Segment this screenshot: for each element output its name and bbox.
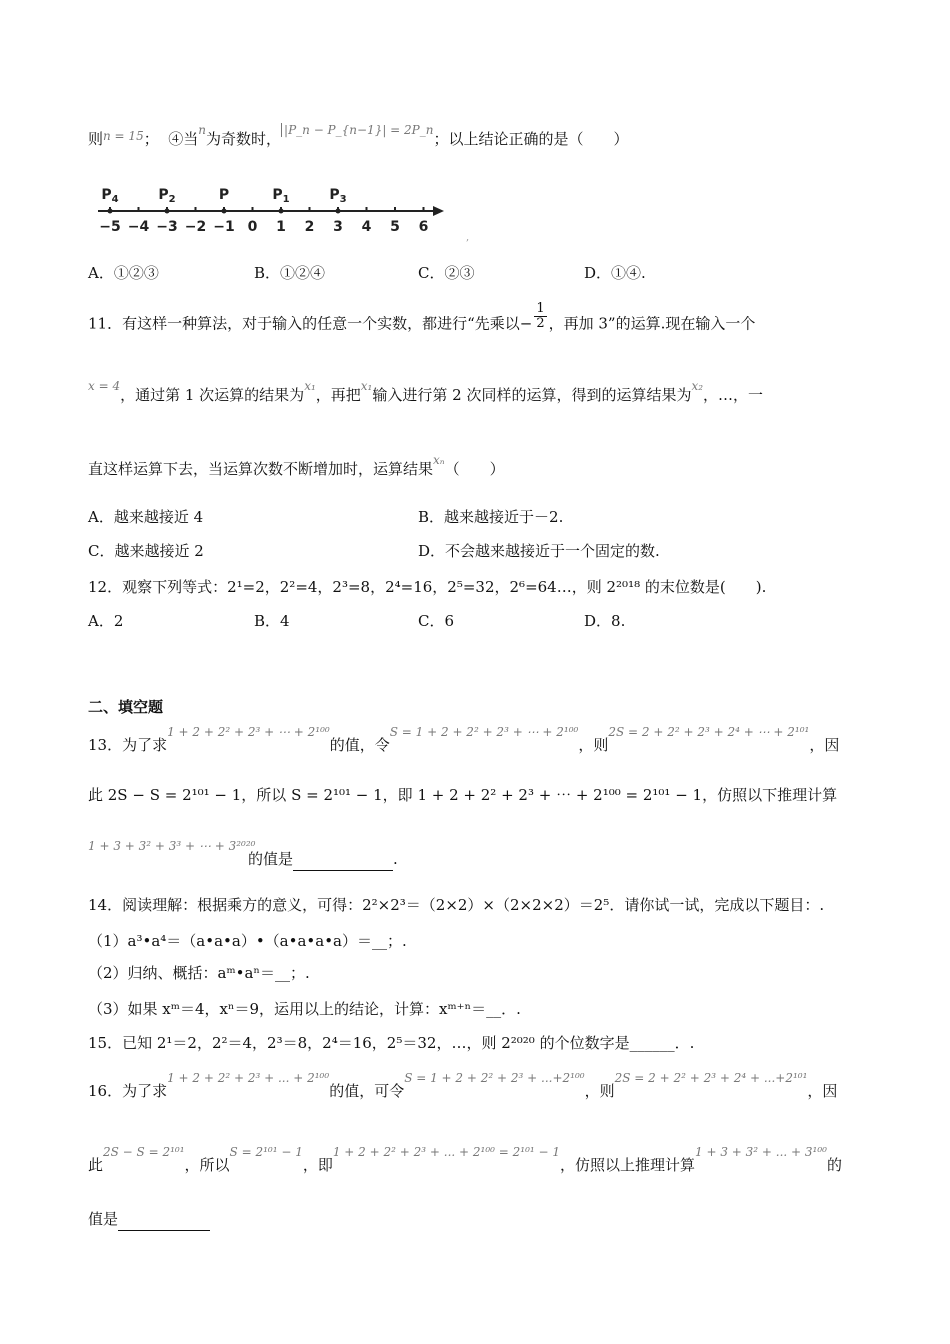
q14-intro: 14．阅读理解：根据乘方的意义，可得：2²×2³＝（2×2）×（2×2×2）＝2⁵．请你试一试，完成以下题目：. xyxy=(88,896,825,914)
number-line-tick-label: −2 xyxy=(184,219,207,235)
q11-text-a: 11．有这样一种算法，对于输入的任意一个实数，都进行“先乘以 xyxy=(88,314,520,333)
q13-text-b: 的值，令 xyxy=(329,736,390,754)
q11-text-3a: 直这样运算下去，当运算次数不断增加时，运算结果 xyxy=(88,460,434,478)
q13-answer-line xyxy=(248,848,860,871)
number-line-point xyxy=(279,209,284,214)
q13-expr1: 1 + 2 + 2² + 2³ + ⋯ + 2¹⁰⁰ xyxy=(167,725,330,739)
q10-sep: ； xyxy=(143,130,159,148)
number-line-point xyxy=(222,209,227,214)
q10-option-c[interactable]: C．②③ xyxy=(418,264,475,282)
q10-prefix: 则 xyxy=(88,130,104,148)
q16-expr3: 2S = 2 + 2² + 2³ + 2⁴ + ...+2¹⁰¹ xyxy=(614,1071,808,1085)
q16-e1: 2S − S = 2¹⁰¹ xyxy=(103,1145,185,1159)
q11-neg: − xyxy=(519,314,533,333)
q10-var-n: n xyxy=(198,123,207,137)
q16-answer-blank[interactable] xyxy=(118,1208,210,1231)
section-title-fill-in: 二、填空题 xyxy=(88,698,164,716)
number-line xyxy=(88,185,468,245)
q11-text-2c: 输入进行第 2 次同样的运算，得到的运算结果为 xyxy=(372,386,692,404)
number-line-tick-label: −5 xyxy=(99,219,121,235)
q16-tail: 值是 xyxy=(88,1210,119,1228)
q11-option-c[interactable]: C．越来越接近 2 xyxy=(88,542,204,560)
q12-option-b[interactable]: B．4 xyxy=(254,612,290,630)
number-line-tick-label: 2 xyxy=(304,219,315,235)
q16-text-2d: ，仿照以上推理计算 xyxy=(560,1156,696,1174)
number-line-tick-label: 3 xyxy=(333,219,343,235)
q11-text-b: ，再加 3”的运算.现在输入一个 xyxy=(548,314,756,333)
q11-text-2b: ，再把 xyxy=(315,386,361,404)
stray-mark: , xyxy=(466,232,470,243)
q13-end: . xyxy=(393,850,398,868)
q16-text-2b: ，所以 xyxy=(184,1156,230,1174)
q14-part1: （1）a³•a⁴＝（a•a•a）•（a•a•a•a）＝__；. xyxy=(88,932,407,950)
q16-expr1: 1 + 2 + 2² + 2³ + ... + 2¹⁰⁰ xyxy=(167,1071,330,1085)
q13-text-d: ，因 xyxy=(809,736,840,754)
q11-option-a[interactable]: A．越来越接近 4 xyxy=(88,508,204,526)
q11-text-2a: ，通过第 1 次运算的结果为 xyxy=(120,386,305,404)
q10-eq2: |P_n − P_{n−1}| = 2P_n xyxy=(281,123,433,137)
number-line-tick-label: 5 xyxy=(390,219,400,235)
q11-fraction xyxy=(534,302,546,331)
number-line-tick-label: 0 xyxy=(247,219,258,235)
number-line-tick-label: −3 xyxy=(156,219,178,235)
q11-line3 xyxy=(88,453,860,481)
number-line-point-label: $P_4$ xyxy=(101,187,119,205)
q10-tail: ；以上结论正确的是（ ） xyxy=(433,130,629,148)
q13-expr3: 2S = 2 + 2² + 2³ + 2⁴ + ⋯ + 2¹⁰¹ xyxy=(608,725,810,739)
q16-line3 xyxy=(88,1208,860,1231)
q10-eq1: n = 15 xyxy=(103,129,144,143)
number-line-tick-label: 4 xyxy=(361,219,372,235)
q16-e2: S = 2¹⁰¹ − 1 xyxy=(229,1145,303,1159)
number-line-point-label: $P_1$ xyxy=(272,187,290,205)
number-line-arrow xyxy=(433,206,444,216)
q16-text-b: 的值，可令 xyxy=(329,1082,405,1100)
q13-text-c: ，则 xyxy=(578,736,609,754)
q11-text-3b: （ ） xyxy=(444,460,505,478)
q12-option-d[interactable]: D．8. xyxy=(584,612,626,630)
q16-e4: 1 + 3 + 3² + ... + 3¹⁰⁰ xyxy=(695,1145,827,1159)
number-line-tick-label: 1 xyxy=(276,219,286,235)
q11-frac-num: 1 xyxy=(536,301,545,316)
q16-expr2: S = 1 + 2 + 2² + 2³ + ...+2¹⁰⁰ xyxy=(404,1071,585,1085)
q12-stem: 12．观察下列等式：2¹=2，2²=4，2³=8，2⁴=16，2⁵=32，2⁶=64…，则 2²⁰¹⁸ 的末位数是( ). xyxy=(88,578,767,596)
number-line-point-label: P xyxy=(218,187,230,203)
q11-x2: x₂ xyxy=(691,379,704,393)
number-line-point-label: $P_2$ xyxy=(158,187,176,205)
q16-line1 xyxy=(88,1071,860,1103)
number-line-point xyxy=(336,209,341,214)
q11-frac-den: 2 xyxy=(536,316,545,331)
q11-xn: xₙ xyxy=(433,453,445,467)
q16-text-2e: 的 xyxy=(827,1156,843,1174)
q13-answer-blank[interactable] xyxy=(293,848,393,871)
q16-text-c: ，则 xyxy=(584,1082,615,1100)
q11-option-b[interactable]: B．越来越接近于－2. xyxy=(418,508,564,526)
q11-line2 xyxy=(88,379,860,407)
q13-expr2: S = 1 + 2 + 2² + 2³ + ⋯ + 2¹⁰⁰ xyxy=(389,725,579,739)
number-line-tick-label: −4 xyxy=(127,219,150,235)
q12-option-c[interactable]: C．6 xyxy=(418,612,455,630)
q11-option-d[interactable]: D．不会越来越接近于一个固定的数. xyxy=(418,542,660,560)
number-line-tick-label: 6 xyxy=(418,219,429,235)
number-line-point xyxy=(165,209,170,214)
q11-x1b: x₁ xyxy=(360,379,373,393)
q11-text-2d: ，…，一 xyxy=(703,386,764,404)
q12-option-a[interactable]: A．2 xyxy=(88,612,124,630)
q10-option-a[interactable]: A．①②③ xyxy=(88,264,159,282)
q15-stem: 15．已知 2¹＝2，2²＝4，2³＝8，2⁴＝16，2⁵＝32，…，则 2²⁰²⁰ 的个位数字是______．. xyxy=(88,1034,695,1052)
q10-part4b: 为奇数时， xyxy=(206,130,282,148)
q14-part3: （3）如果 xᵐ＝4，xⁿ＝9，运用以上的结论，计算：xᵐ⁺ⁿ＝__．. xyxy=(88,1000,521,1018)
q13-tail: 的值是 xyxy=(248,850,294,868)
q10-part4: ④当 xyxy=(168,130,199,148)
q13-expr4-text: 1 + 3 + 3² + 3³ + ⋯ + 3²⁰²⁰ xyxy=(88,839,256,853)
q11-x1: x₁ xyxy=(304,379,316,393)
q11-line1 xyxy=(88,301,860,339)
q13-line2: 此 2S − S = 2¹⁰¹ − 1，所以 S = 2¹⁰¹ − 1，即 1 + 2 + 2² + 2³ + ⋯ + 2¹⁰⁰ = 2¹⁰¹ − 1，仿照以下推理计算 xyxy=(88,786,838,804)
q16-text-a: 16．为了求 xyxy=(88,1082,168,1100)
number-line-point xyxy=(108,209,113,214)
q16-text-2c: ，即 xyxy=(302,1156,333,1174)
number-line-tick-label: −1 xyxy=(213,219,235,235)
q11-x-eq: x = 4 xyxy=(88,379,121,393)
q10-option-d[interactable]: D．①④. xyxy=(584,264,646,282)
q16-e3: 1 + 2 + 2² + 2³ + ... + 2¹⁰⁰ = 2¹⁰¹ − 1 xyxy=(332,1145,561,1159)
q16-text-d: ，因 xyxy=(807,1082,838,1100)
q10-option-b[interactable]: B．①②④ xyxy=(254,264,326,282)
q13-text-a: 13．为了求 xyxy=(88,736,168,754)
number-line-point-label: $P_3$ xyxy=(329,187,347,205)
q14-part2: （2）归纳、概括：aᵐ•aⁿ＝__；. xyxy=(88,964,310,982)
q16-line2 xyxy=(88,1145,860,1177)
q16-text-2a: 此 xyxy=(88,1156,104,1174)
q10-tail-line xyxy=(88,123,860,151)
